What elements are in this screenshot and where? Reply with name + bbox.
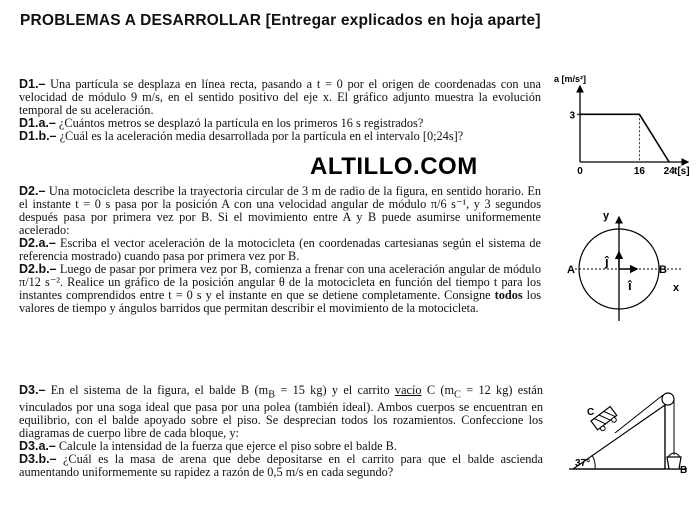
d1b-text: ¿Cuál es la aceleración media desarrollada por la partícula en el intervalo [0;24s]? <box>59 129 464 143</box>
d1-label: D1.– <box>19 77 46 91</box>
x-tick-label: 16 <box>633 166 645 177</box>
unit-j-label: ĵ <box>605 254 609 269</box>
d2b-question <box>19 263 541 315</box>
d3b-question <box>19 453 543 479</box>
d3b-label: D3.b.– <box>19 452 57 467</box>
d3-sub-b: B <box>268 389 276 401</box>
angle-arc <box>592 455 595 469</box>
x-axis-label: t[s] <box>674 166 690 177</box>
problem-d2 <box>19 185 541 315</box>
d1-statement <box>19 78 541 117</box>
x-tick-label: 24 <box>663 166 675 177</box>
problem-d1 <box>19 78 541 143</box>
d3-text-4: = 12 kg) están vinculados por una soga ideal que pasa por una polea (también ideal). Ambos cuerpos se encuentran en equilibrio, con el balde apoyado sobre el piso. Se desprecian todos los rozamientos. Confeccione los diagramas de cuerpo libre de cada bloque, y: <box>19 383 544 441</box>
point-a-label: A <box>567 264 575 276</box>
watermark: ALTILLO.COM <box>310 153 478 180</box>
d3-statement <box>19 384 543 440</box>
d3-text-1: En el sistema de la figura, el balde B (m <box>50 383 269 397</box>
y-tick-label: 3 <box>569 110 575 122</box>
d2a-text: Escriba el vector aceleración de la motocicleta (en coordenadas cartesianas según el sistema de referencia mostrado) cuando pasa por primera vez por B. <box>19 236 541 263</box>
cart-c <box>591 407 619 434</box>
d3b-text: ¿Cuál es la masa de arena que debe depositarse en el carrito para que el balde ascienda aumentando uniformemente su rapidez a razón de 0,5 m/s en cada segundo? <box>19 452 543 480</box>
chart-layer <box>554 74 690 177</box>
d2a-question <box>19 237 541 263</box>
y-axis-label: y <box>603 210 610 222</box>
d2-statement <box>19 185 541 237</box>
y-axis-label: a [m/s²] <box>554 74 587 84</box>
d3a-label: D3.a.– <box>19 439 56 454</box>
d3-text-2: = 15 kg) y el carrito <box>275 383 395 397</box>
incline-pulley-figure <box>565 385 697 477</box>
page-title: PROBLEMAS A DESARROLLAR [Entregar explicados en hoja aparte] <box>20 12 541 29</box>
unit-i-label: î <box>628 278 632 293</box>
d3a-text: Calcule la intensidad de la fuerza que ejerce el piso sobre el balde B. <box>58 439 397 454</box>
d2b-bold: todos <box>494 288 523 302</box>
d3-sub-c: C <box>454 389 461 401</box>
bucket-label: B <box>680 465 688 476</box>
circular-path-figure <box>565 205 693 325</box>
point-b-label: B <box>659 264 667 276</box>
d3-vacio: vacío <box>394 383 422 397</box>
d2-label: D2.– <box>19 184 46 198</box>
angle-label: 37° <box>575 458 591 469</box>
series-line <box>580 114 669 162</box>
d3-text-3: C (m <box>421 383 455 397</box>
acceleration-chart <box>548 70 698 180</box>
d1a-text: ¿Cuántos metros se desplazó la partícula en los primeros 16 s registrados? <box>58 116 424 130</box>
problem-d3 <box>19 384 543 479</box>
d2a-label: D2.a.– <box>19 236 56 250</box>
d1a-label: D1.a.– <box>19 116 56 130</box>
pulley <box>662 393 674 405</box>
bucket-b <box>667 457 681 469</box>
d1b-label: D1.b.– <box>19 129 57 143</box>
d2b-text-1: Luego de pasar por primera vez por B, comienza a frenar con una aceleración angular de módulo π/12 s⁻². Realice un gráfico de la posición angular θ de la motocicleta en función del tiempo t para los instantes comprendidos entre t = 0 s y el instante en que se detiene completamente. Consigne <box>19 262 542 302</box>
x-tick-label: 0 <box>577 166 583 177</box>
rope-incline <box>615 395 663 433</box>
x-axis-label: x <box>673 282 680 294</box>
d2b-text-2: los valores de tiempo y ángulos barridos que permitan describir el movimiento de la motocicleta. <box>19 288 542 315</box>
data-point <box>668 161 670 163</box>
cart-label: C <box>587 407 595 418</box>
d2-text: Una motocicleta describe la trayectoria circular de 3 m de radio de la figura, en sentido horario. En el instante t = 0 s pasa por la posición A con una velocidad angular de módulo π/6 s⁻¹, y 3 segundos después pasa por primera vez por B. Si el movimiento entre A y B puede asumirse uniformemente acelerado: <box>19 184 541 237</box>
d1-text: Una partícula se desplaza en línea recta, pasando a t = 0 por el origen de coordenadas con una velocidad de módulo 9 m/s, en el sentido positivo del eje x. El gráfico adjunto muestra la evolución temporal de su aceleración. <box>19 77 541 117</box>
d1b-question <box>19 130 541 143</box>
d3-label: D3.– <box>19 383 46 397</box>
d2b-label: D2.b.– <box>19 262 57 276</box>
